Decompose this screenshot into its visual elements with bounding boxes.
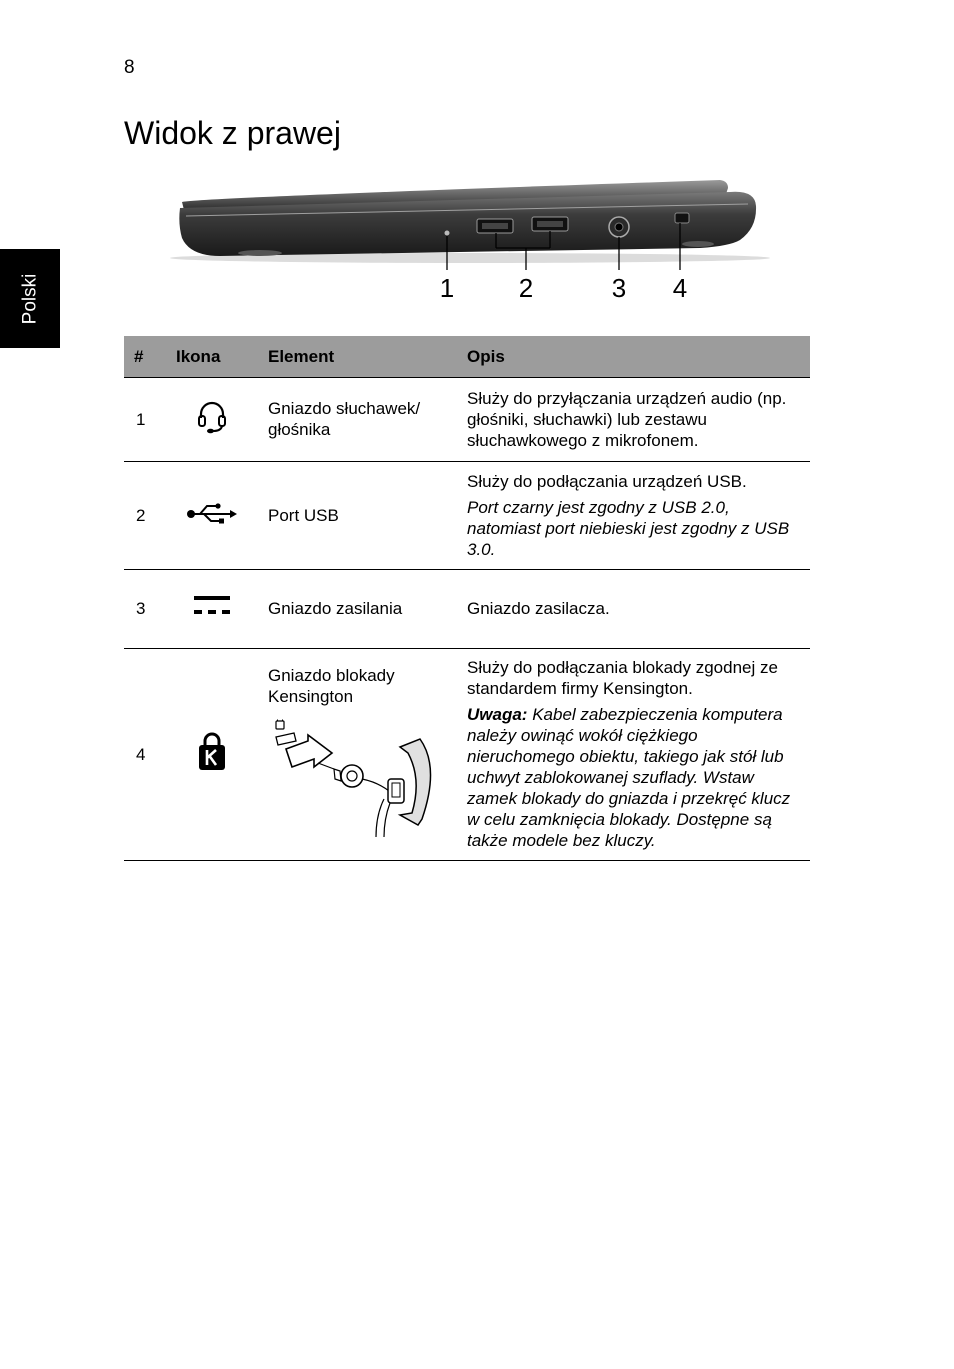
element-cell — [258, 648, 457, 860]
callout-4: 4 — [672, 273, 688, 303]
callout-2: 2 — [518, 273, 534, 303]
language-tab — [0, 249, 60, 348]
laptop-right-side-view — [160, 172, 800, 307]
usb-icon — [186, 501, 238, 525]
note-text: Kabel zabezpieczenia komputera należy owinąć wokół ciężkiego nieruchomego obiektu, takiego jak stół lub uchwyt zablokowanej szuflady. Wstaw zamek blokady do gniazda i przekręć klucz w celu zamknięcia blokady. Dostępne są także modele bez kluczy. — [467, 705, 791, 850]
element-description — [457, 648, 810, 860]
kensington-lock-icon — [197, 732, 227, 772]
description-text: Służy do podłączania urządzeń USB. — [467, 471, 747, 491]
ports-table — [124, 336, 810, 861]
element-name: Gniazdo blokady Kensington — [268, 665, 395, 706]
note-label: Uwaga: — [467, 705, 528, 724]
element-description — [457, 569, 810, 648]
header-element: Element — [258, 336, 457, 377]
callout-3: 3 — [611, 273, 627, 303]
table-header-row — [124, 336, 810, 377]
element-description — [457, 461, 810, 569]
header-icon: Ikona — [166, 336, 258, 377]
callout-1: 1 — [439, 273, 455, 303]
description-note: Port czarny jest zgodny z USB 2.0, natomiast port niebieski jest zgodny z USB 3.0. — [467, 497, 790, 559]
element-name: Port USB — [258, 461, 457, 569]
header-description: Opis — [457, 336, 810, 377]
page-title: Widok z prawej — [124, 115, 341, 151]
row-number: 3 — [124, 569, 166, 648]
row-number: 4 — [124, 648, 166, 860]
table-row — [124, 377, 810, 461]
kensington-lock-illustration — [272, 719, 432, 839]
description-text: Gniazdo zasilacza. — [467, 599, 610, 618]
element-name: Gniazdo słuchawek/ głośnika — [258, 377, 457, 461]
page-number: 8 — [124, 57, 135, 78]
language-tab-label: Polski — [19, 273, 40, 324]
table-row — [124, 569, 810, 648]
description-text: Służy do podłączania blokady zgodnej ze standardem firmy Kensington. — [467, 658, 778, 698]
description-text: Służy do przyłączania urządzeń audio (np. głośniki, słuchawki) lub zestawu słuchawkowego z mikrofonem. — [467, 388, 787, 450]
dc-power-icon — [193, 594, 231, 618]
description-note — [467, 704, 800, 851]
table-row — [124, 648, 810, 860]
table-row — [124, 461, 810, 569]
element-name: Gniazdo zasilania — [258, 569, 457, 648]
header-num: # — [124, 336, 166, 377]
element-description — [457, 377, 810, 461]
headset-icon — [196, 399, 228, 435]
row-number: 1 — [124, 377, 166, 461]
row-number: 2 — [124, 461, 166, 569]
